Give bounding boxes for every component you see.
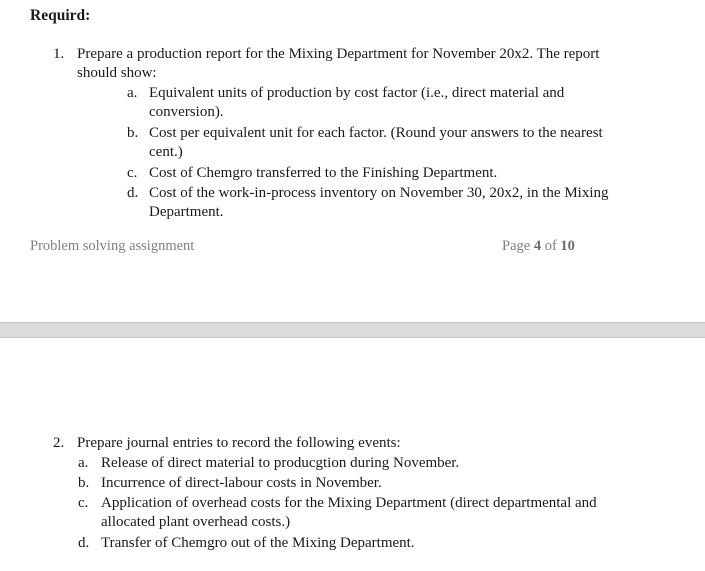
q1-item-d-marker: d. bbox=[127, 185, 139, 201]
question-2-number: 2. bbox=[53, 435, 65, 451]
q1-item-c-line1: Cost of Chemgro transferred to the Finishing Department. bbox=[149, 165, 498, 181]
q2-item-a-line1: Release of direct material to producgtion during November. bbox=[101, 455, 460, 471]
q2-item-d-marker: d. bbox=[78, 535, 90, 551]
document-page-bottom bbox=[0, 338, 705, 571]
q2-item-a-marker: a. bbox=[78, 455, 89, 471]
q2-item-d-line1: Transfer of Chemgro out of the Mixing Department. bbox=[101, 535, 415, 551]
page-of: of bbox=[544, 238, 557, 254]
page-total: 10 bbox=[560, 238, 575, 254]
q1-item-a-line1: Equivalent units of production by cost factor (i.e., direct material and bbox=[149, 85, 565, 101]
question-1-text-line1: Prepare a production report for the Mixing Department for November 20x2. The report bbox=[77, 46, 600, 62]
q1-item-b-line2: cent.) bbox=[149, 144, 183, 160]
q1-item-c-marker: c. bbox=[127, 165, 138, 181]
q1-item-d-line1: Cost of the work-in-process inventory on November 30, 20x2, in the Mixing bbox=[149, 185, 609, 201]
page-break-separator bbox=[0, 322, 705, 338]
footer-page-number bbox=[502, 238, 575, 255]
q2-item-c-line2: allocated plant overhead costs.) bbox=[101, 514, 291, 530]
question-1-text-line2: should show: bbox=[77, 65, 157, 81]
section-heading: Requird: bbox=[30, 7, 91, 24]
q1-item-a-line2: conversion). bbox=[149, 104, 224, 120]
question-1-number: 1. bbox=[53, 46, 65, 62]
q2-item-b-marker: b. bbox=[78, 475, 90, 491]
q1-item-b-line1: Cost per equivalent unit for each factor. (Round your answers to the nearest bbox=[149, 125, 603, 141]
page-prefix: Page bbox=[502, 238, 531, 254]
page-current: 4 bbox=[533, 238, 542, 254]
q2-item-c-line1: Application of overhead costs for the Mixing Department (direct departmental and bbox=[101, 495, 597, 511]
q2-item-b-line1: Incurrence of direct-labour costs in November. bbox=[101, 475, 382, 491]
q2-item-c-marker: c. bbox=[78, 495, 89, 511]
q1-item-b-marker: b. bbox=[127, 125, 139, 141]
q1-item-d-line2: Department. bbox=[149, 204, 224, 220]
footer-assignment-label: Problem solving assignment bbox=[30, 238, 195, 254]
question-2-text-line1: Prepare journal entries to record the following events: bbox=[77, 435, 401, 451]
q1-item-a-marker: a. bbox=[127, 85, 138, 101]
